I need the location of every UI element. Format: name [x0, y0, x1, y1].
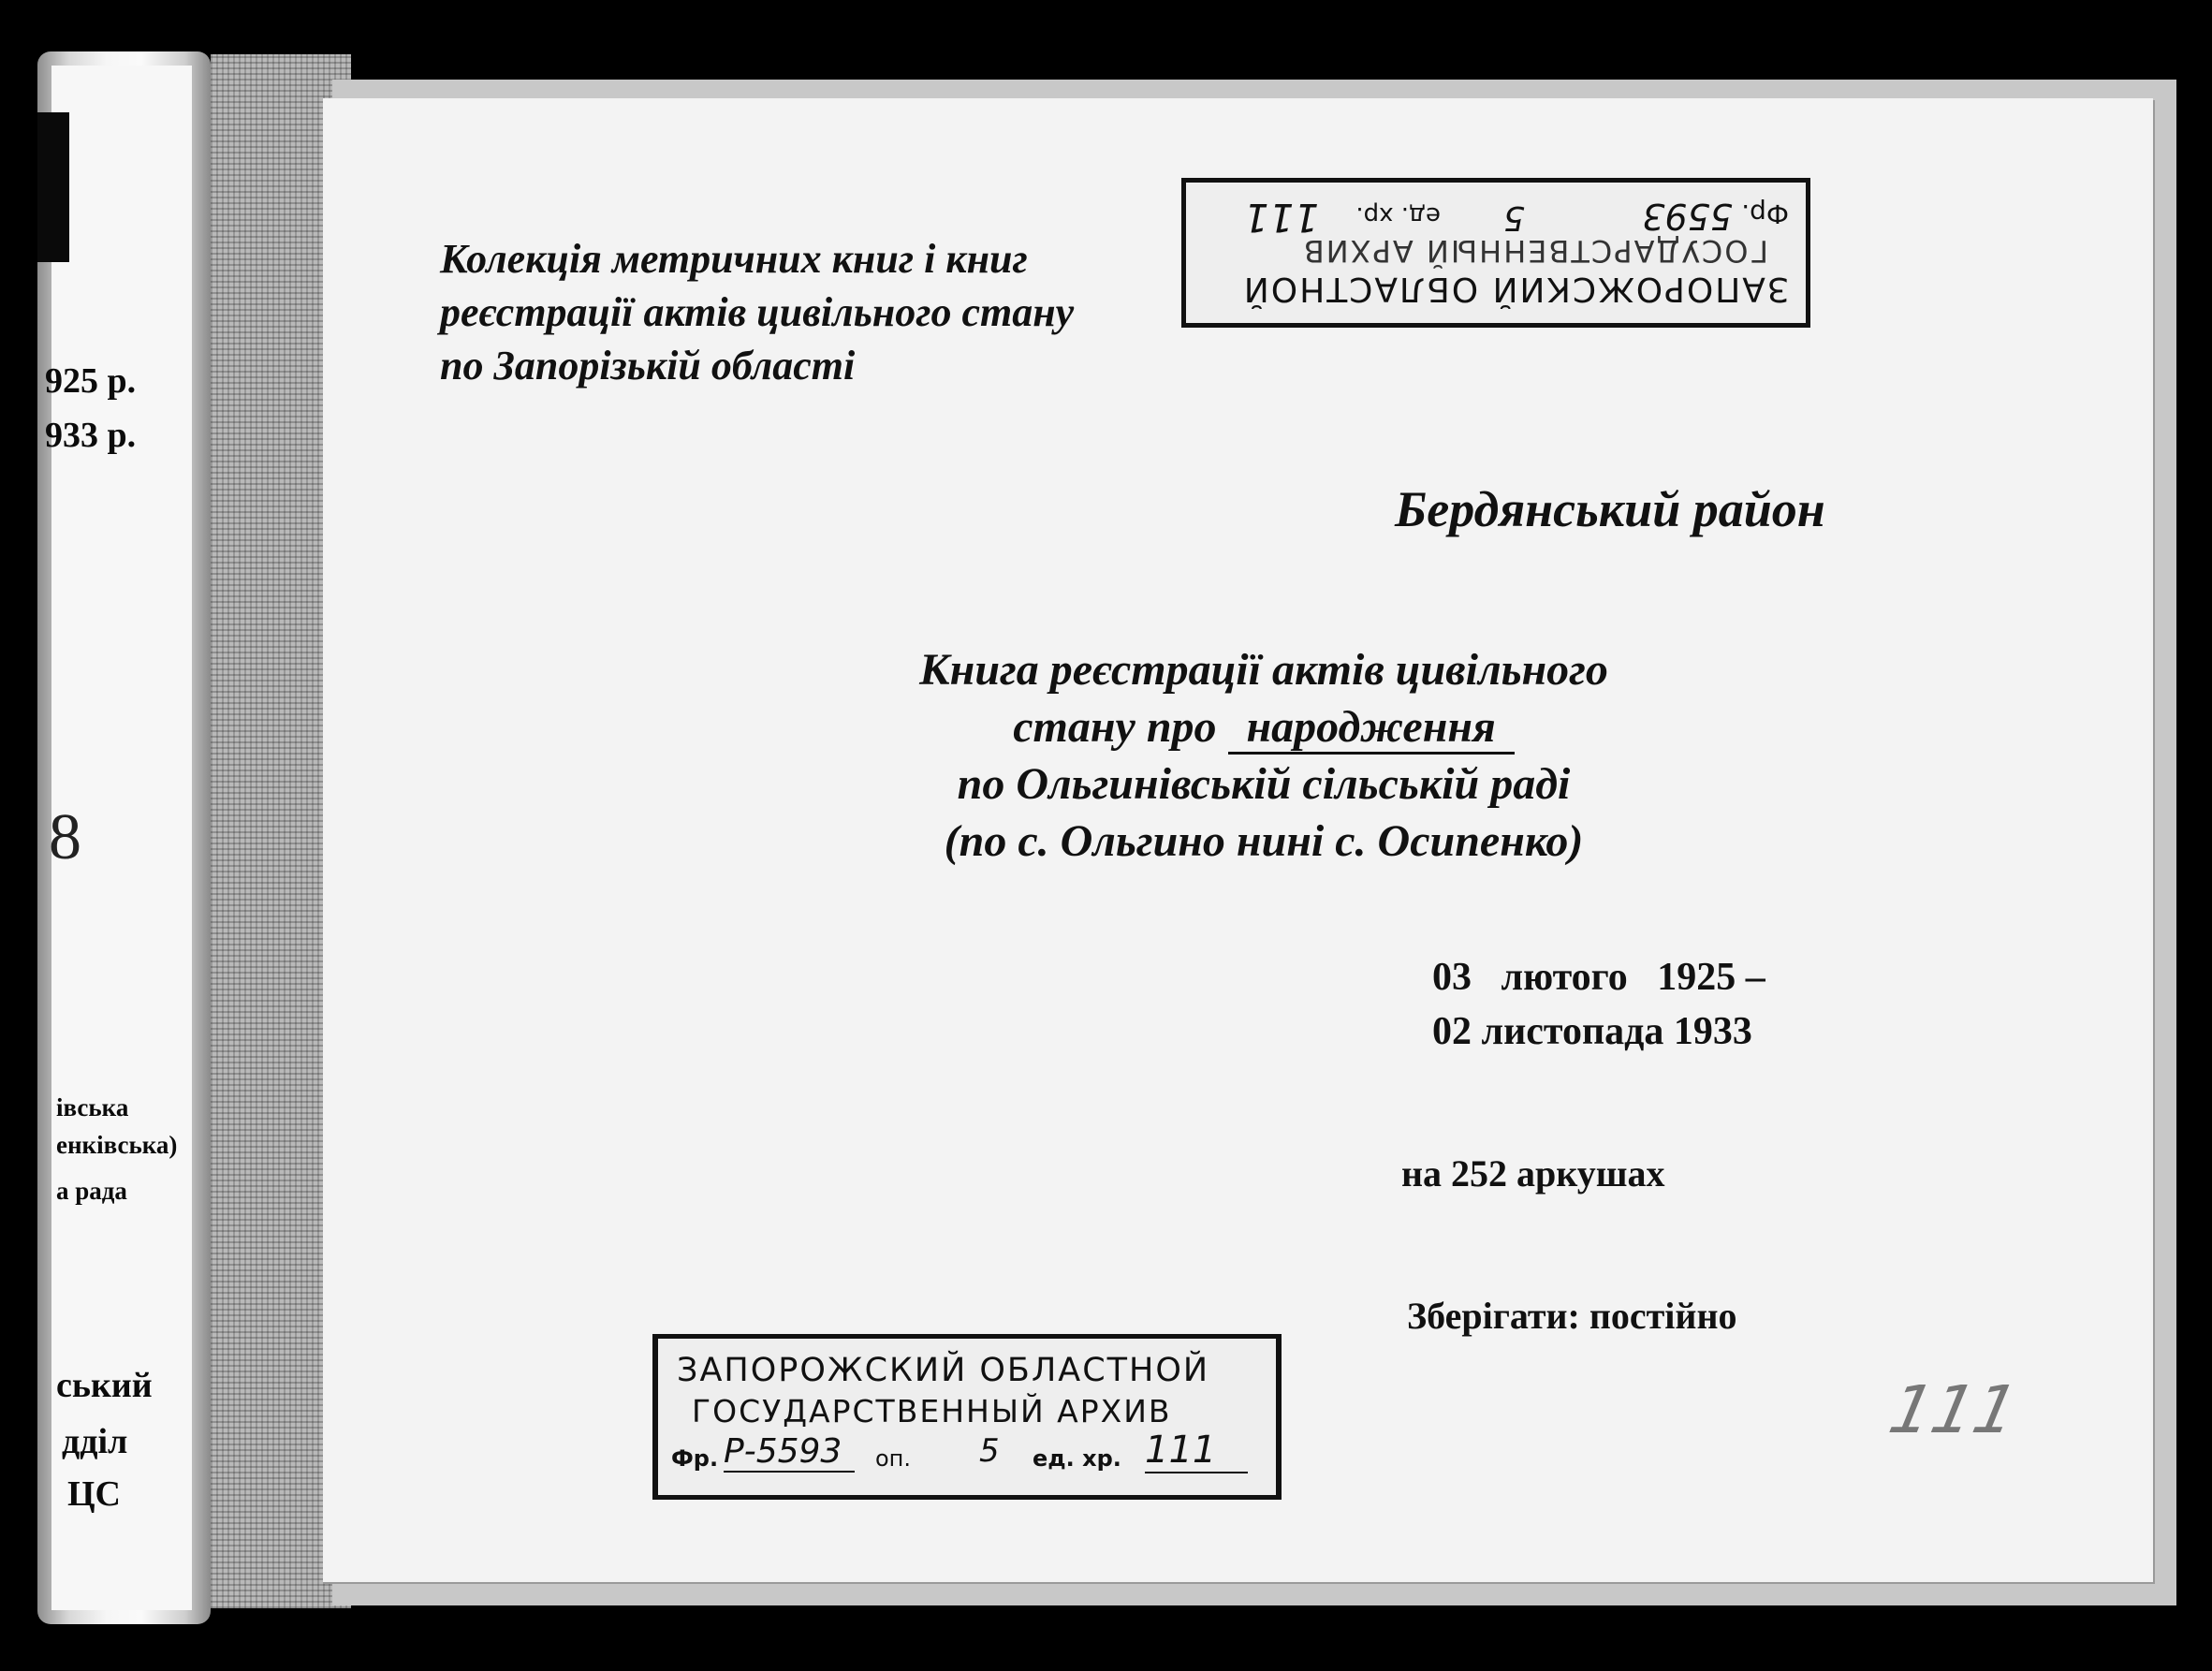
spine-dept-3: ЦС: [67, 1474, 121, 1514]
stamp-bottom-line-2: ГОСУДАРСТВЕННЫЙ АРХИВ: [692, 1393, 1172, 1429]
record-type: народження: [1228, 703, 1515, 755]
spine-dept-1: ський: [56, 1366, 153, 1405]
collection-line-3: по Запорізькій області: [440, 343, 856, 388]
stamp-top-fond-label: Фр.: [1741, 198, 1789, 229]
stamp-top-opis: 5: [1503, 198, 1525, 237]
book-description: [871, 641, 1657, 870]
archive-stamp-bottom: [652, 1334, 1282, 1500]
spine-council-2: енківська): [56, 1131, 178, 1159]
spine-dept-2: дділ: [62, 1422, 128, 1461]
book-line-2: [871, 698, 1657, 755]
book-line-4: (по с. Ольгино нині с. Осипенко): [944, 816, 1584, 866]
stamp-top-line-1: ЗАПОРОЖСКИЙ ОБЛАСТНОЙ: [1241, 270, 1789, 308]
stamp-top-item-label: ед. хр.: [1355, 201, 1441, 229]
collection-line-1: Колекція метричних книг і книг: [440, 236, 1028, 282]
stamp-top-fond: 5593: [1642, 196, 1733, 237]
spine-year-end: 933 р.: [45, 416, 137, 455]
book-line-2-prefix: стану про: [1013, 702, 1217, 752]
sheet-count: на 252 аркушах: [1401, 1152, 1665, 1195]
stamp-bottom-item-label: ед. хр.: [1033, 1445, 1121, 1472]
stamp-bottom-item: 111: [1145, 1429, 1248, 1473]
stamp-top-item: 111: [1243, 195, 1319, 241]
stamp-bottom-line-1: ЗАПОРОЖСКИЙ ОБЛАСТНОЙ: [677, 1352, 1210, 1389]
date-end: 02 листопада 1933: [1432, 1010, 1752, 1053]
district-title: Бердянський район: [1395, 481, 1825, 537]
stamp-bottom-fond: Р-5593: [724, 1432, 855, 1473]
book-line-3: по Ольгинівській сільській раді: [957, 759, 1571, 809]
spine-council-1: івська: [56, 1093, 129, 1121]
spine-mark: [37, 112, 69, 262]
handwritten-archive-number: 111: [1882, 1371, 2025, 1448]
stamp-bottom-fond-label: Фр.: [671, 1445, 719, 1472]
stamp-bottom-opis-label: оп.: [875, 1445, 912, 1472]
spine-number: 8: [49, 801, 81, 873]
collection-line-2: реєстрації актів цивільного стану: [440, 289, 1075, 335]
date-range: [1432, 950, 1765, 1059]
stamp-bottom-opis: 5: [979, 1432, 1000, 1470]
archive-stamp-top: [1181, 178, 1810, 328]
spine-council-3: а рада: [56, 1177, 127, 1205]
book-line-1: Книга реєстрації актів цивільного: [919, 645, 1608, 695]
spine-year-start: 925 р.: [45, 361, 137, 401]
date-start: 03 лютого 1925 –: [1432, 956, 1765, 999]
collection-title: [440, 232, 1074, 392]
stamp-top-line-2: ГОСУДАРСТВЕННЫЙ АРХИВ: [1301, 233, 1768, 269]
retention-note: Зберігати: постійно: [1407, 1295, 1737, 1337]
